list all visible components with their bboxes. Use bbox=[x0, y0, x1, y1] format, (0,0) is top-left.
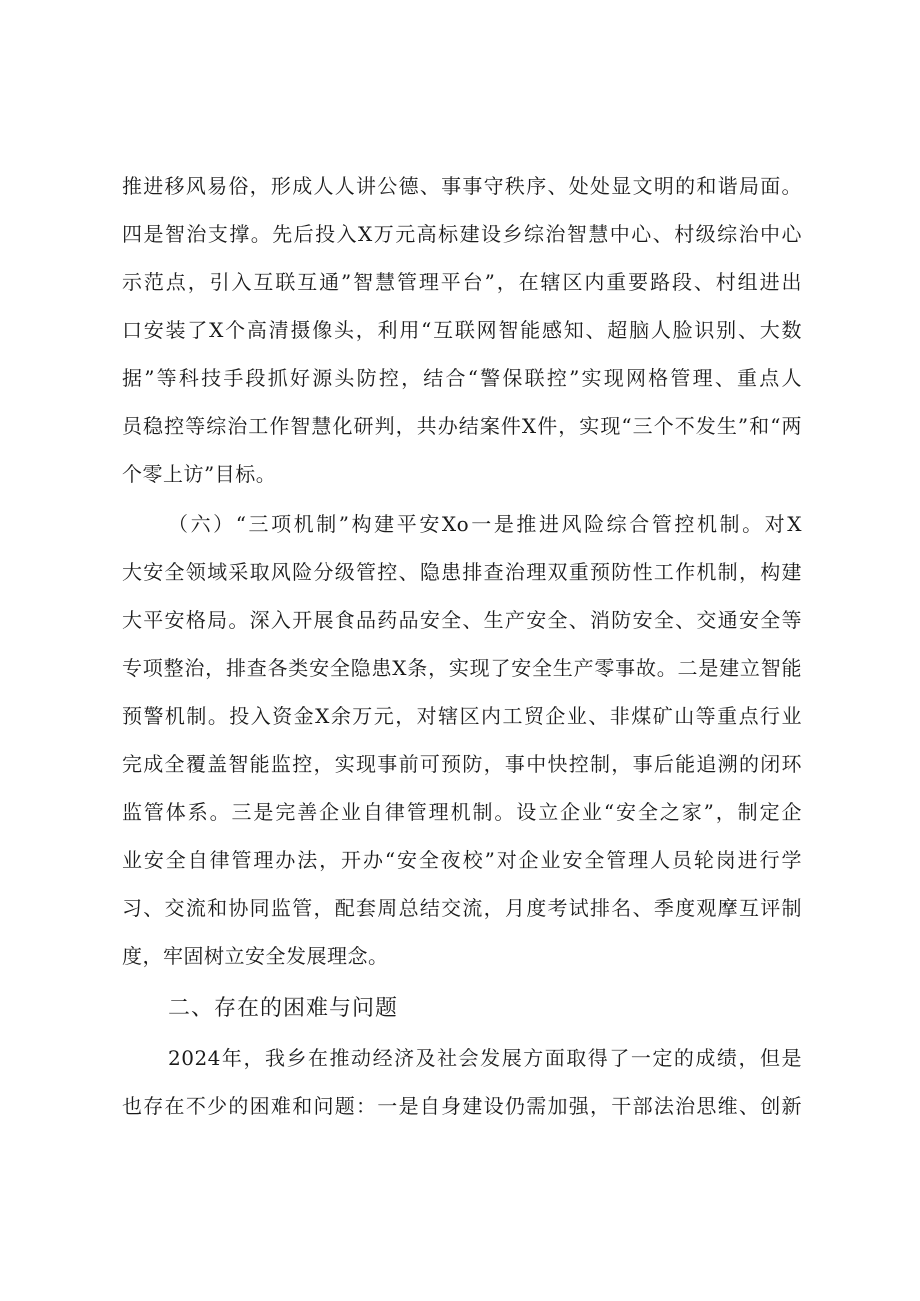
paragraph-1-line-4: 口安装了X个高清摄像头，利用“互联网智能感知、超脑人脸识别、大数 bbox=[122, 318, 802, 342]
paragraph-2-line-3: 大平安格局。深入开展食品药品安全、生产安全、消防安全、交通安全等 bbox=[122, 608, 802, 632]
paragraph-2-line-5: 预警机制。投入资金X余万元，对辖区内工贸企业、非煤矿山等重点行业 bbox=[122, 704, 802, 728]
paragraph-2-line-4: 专项整治，排查各类安全隐患X条，实现了安全生产零事故。二是建立智能 bbox=[122, 656, 802, 680]
paragraph-2-line-10: 度，牢固树立安全发展理念。 bbox=[122, 944, 389, 968]
paragraph-2-line-8: 业安全自律管理办法，开办“安全夜校”对企业安全管理人员轮岗进行学 bbox=[122, 848, 802, 872]
paragraph-2-line-2: 大安全领域采取风险分级管控、隐患排查治理双重预防性工作机制，构建 bbox=[122, 560, 802, 584]
paragraph-2-line-1: （六）“三项机制”构建平安Xo一是推进风险综合管控机制。对X bbox=[168, 512, 802, 536]
paragraph-2-line-7: 监管体系。三是完善企业自律管理机制。设立企业“安全之家”，制定企 bbox=[122, 800, 802, 824]
paragraph-1-line-2: 四是智治支撑。先后投入X万元高标建设乡综治智慧中心、村级综治中心 bbox=[122, 222, 802, 246]
paragraph-2-line-6: 完成全覆盖智能监控，实现事前可预防，事中快控制，事后能追溯的闭环 bbox=[122, 752, 802, 776]
paragraph-1-line-7: 个零上访”目标。 bbox=[122, 462, 277, 486]
paragraph-1-line-5: 据”等科技手段抓好源头防控，结合“警保联控”实现网格管理、重点人 bbox=[122, 366, 802, 390]
paragraph-2-line-9: 习、交流和协同监管，配套周总结交流，月度考试排名、季度观摩互评制 bbox=[122, 896, 802, 920]
section-heading: 二、存在的困难与问题 bbox=[168, 996, 399, 1021]
paragraph-1-line-1: 推进移风易俗，形成人人讲公德、事事守秩序、处处显文明的和谐局面。 bbox=[122, 174, 802, 198]
paragraph-3-line-1: 2024年，我乡在推动经济及社会发展方面取得了一定的成绩，但是 bbox=[168, 1046, 802, 1070]
paragraph-3-line-2: 也存在不少的困难和问题：一是自身建设仍需加强，干部法治思维、创新 bbox=[122, 1094, 802, 1118]
paragraph-1-line-6: 员稳控等综治工作智慧化研判，共办结案件X件，实现“三个不发生”和“两 bbox=[122, 414, 802, 438]
paragraph-1-line-3: 示范点，引入互联互通”智慧管理平台”，在辖区内重要路段、村组进出 bbox=[122, 270, 802, 294]
